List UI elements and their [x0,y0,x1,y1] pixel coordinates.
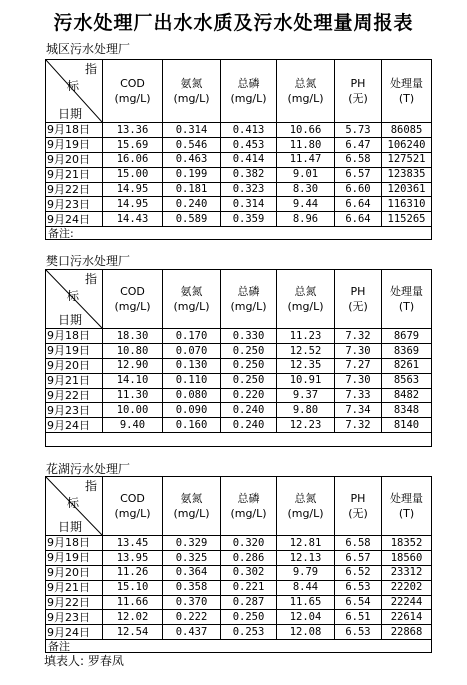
diag-label-bottom: 日期 [58,520,83,534]
value-cell: 6.64 [335,197,382,212]
value-cell: 0.370 [163,595,221,610]
column-unit: (无) [348,300,368,313]
value-cell: 6.47 [335,137,382,152]
filler-name: 填表人: 罗春凤 [44,654,124,668]
value-cell: 0.546 [163,137,221,152]
value-cell: 6.51 [335,610,382,625]
table-row [46,565,432,580]
value-cell: 23312 [382,565,432,580]
header-row [46,477,432,536]
column-name: PH [350,285,366,298]
section-label: 樊口污水处理厂 [46,254,131,268]
value-cell: 0.358 [163,580,221,595]
value-cell: 6.53 [335,580,382,595]
value-cell: 0.221 [221,580,277,595]
report-title: 污水处理厂出水水质及污水处理量周报表 [53,12,414,34]
date-cell: 9月18日 [46,123,103,138]
value-cell: 5.73 [335,123,382,138]
value-cell: 8348 [382,403,432,418]
value-cell: 12.35 [277,358,335,373]
column-header [335,270,382,329]
date-cell: 9月24日 [46,625,103,640]
note-cell [46,433,432,447]
value-cell: 8.96 [277,212,335,227]
value-cell: 0.170 [163,329,221,344]
value-cell: 6.52 [335,565,382,580]
value-cell: 0.382 [221,167,277,182]
value-cell: 10.91 [277,373,335,388]
value-cell: 0.323 [221,182,277,197]
column-header [163,477,221,536]
water-quality-table [45,59,432,240]
value-cell: 0.359 [221,212,277,227]
value-cell: 8482 [382,388,432,403]
value-cell: 8563 [382,373,432,388]
table-row [46,123,432,138]
value-cell: 0.220 [221,388,277,403]
column-name: 总磷 [237,285,260,298]
column-unit: (mg/L) [230,507,267,520]
column-name: COD [120,492,145,505]
column-name: 处理量 [390,285,423,298]
value-cell: 86085 [382,123,432,138]
value-cell: 14.43 [103,212,163,227]
value-cell: 11.47 [277,152,335,167]
value-cell: 9.79 [277,565,335,580]
date-cell: 9月22日 [46,388,103,403]
value-cell: 6.53 [335,625,382,640]
column-header [277,270,335,329]
value-cell: 120361 [382,182,432,197]
value-cell: 6.54 [335,595,382,610]
header-row [46,60,432,123]
value-cell: 11.80 [277,137,335,152]
value-cell: 15.69 [103,137,163,152]
value-cell: 0.437 [163,625,221,640]
diagonal-header-cell [46,477,103,536]
value-cell: 7.27 [335,358,382,373]
value-cell: 13.45 [103,536,163,551]
column-unit: (mg/L) [173,300,210,313]
value-cell: 10.80 [103,343,163,358]
value-cell: 11.66 [103,595,163,610]
value-cell: 22202 [382,580,432,595]
diag-label-top: 指 [84,479,97,493]
column-name: 处理量 [390,492,423,505]
column-name: 处理量 [390,77,423,90]
diag-label-bottom: 日期 [58,107,83,121]
value-cell: 0.181 [163,182,221,197]
table-row [46,182,432,197]
value-cell: 9.40 [103,418,163,433]
column-unit: (mg/L) [287,507,324,520]
value-cell: 0.320 [221,536,277,551]
column-unit: (mg/L) [230,92,267,105]
column-header [163,60,221,123]
value-cell: 18.30 [103,329,163,344]
value-cell: 0.253 [221,625,277,640]
value-cell: 13.36 [103,123,163,138]
value-cell: 0.463 [163,152,221,167]
column-unit: (T) [398,507,415,520]
value-cell: 8679 [382,329,432,344]
value-cell: 0.302 [221,565,277,580]
value-cell: 11.65 [277,595,335,610]
value-cell: 7.30 [335,373,382,388]
value-cell: 0.314 [221,197,277,212]
table-row [46,167,432,182]
value-cell: 0.330 [221,329,277,344]
diag-label-mid: 标 [67,289,80,303]
column-unit: (mg/L) [114,300,151,313]
column-header [382,270,432,329]
value-cell: 6.57 [335,550,382,565]
column-header [335,60,382,123]
value-cell: 0.287 [221,595,277,610]
value-cell: 6.60 [335,182,382,197]
column-unit: (mg/L) [230,300,267,313]
diag-label-top: 指 [84,62,97,76]
column-header [221,60,277,123]
note-cell: 备注: [46,227,432,240]
value-cell: 0.453 [221,137,277,152]
value-cell: 0.240 [221,403,277,418]
date-cell: 9月24日 [46,418,103,433]
value-cell: 0.080 [163,388,221,403]
date-cell: 9月18日 [46,329,103,344]
table-row [46,610,432,625]
value-cell: 0.413 [221,123,277,138]
table-row [46,212,432,227]
column-name: PH [350,492,366,505]
diag-label-top: 指 [84,272,97,286]
value-cell: 0.589 [163,212,221,227]
value-cell: 0.110 [163,373,221,388]
column-name: PH [350,77,366,90]
column-header [103,270,163,329]
date-cell: 9月23日 [46,197,103,212]
value-cell: 0.286 [221,550,277,565]
value-cell: 6.64 [335,212,382,227]
value-cell: 14.95 [103,182,163,197]
column-name: 总磷 [237,492,260,505]
value-cell: 12.02 [103,610,163,625]
section-label: 花湖污水处理厂 [46,462,131,476]
table-row [46,550,432,565]
note-row [46,640,432,653]
date-cell: 9月20日 [46,152,103,167]
date-cell: 9月18日 [46,536,103,551]
value-cell: 0.070 [163,343,221,358]
value-cell: 0.240 [221,418,277,433]
value-cell: 0.250 [221,358,277,373]
value-cell: 0.329 [163,536,221,551]
column-name: COD [120,77,145,90]
column-header [103,477,163,536]
value-cell: 0.364 [163,565,221,580]
value-cell: 7.30 [335,343,382,358]
table-row [46,373,432,388]
diag-label-mid: 标 [67,79,80,93]
value-cell: 7.32 [335,418,382,433]
value-cell: 115265 [382,212,432,227]
value-cell: 15.10 [103,580,163,595]
value-cell: 8369 [382,343,432,358]
value-cell: 9.37 [277,388,335,403]
header-row [46,270,432,329]
table-row [46,358,432,373]
value-cell: 12.08 [277,625,335,640]
column-header [382,477,432,536]
column-name: 氨氮 [180,492,203,505]
value-cell: 10.66 [277,123,335,138]
table-row [46,329,432,344]
note-row [46,433,432,447]
date-cell: 9月21日 [46,167,103,182]
date-cell: 9月19日 [46,550,103,565]
section-label: 城区污水处理厂 [46,42,131,56]
value-cell: 0.250 [221,373,277,388]
table-row [46,625,432,640]
value-cell: 9.01 [277,167,335,182]
date-cell: 9月22日 [46,595,103,610]
value-cell: 9.44 [277,197,335,212]
table-row [46,388,432,403]
table-row [46,152,432,167]
date-cell: 9月23日 [46,403,103,418]
table-row [46,343,432,358]
date-cell: 9月19日 [46,343,103,358]
note-cell: 备注 [46,640,432,653]
value-cell: 116310 [382,197,432,212]
value-cell: 11.23 [277,329,335,344]
value-cell: 7.32 [335,329,382,344]
value-cell: 11.30 [103,388,163,403]
note-row [46,227,432,240]
value-cell: 13.95 [103,550,163,565]
column-unit: (mg/L) [173,92,210,105]
value-cell: 7.34 [335,403,382,418]
column-header [277,477,335,536]
date-cell: 9月21日 [46,580,103,595]
table-row [46,595,432,610]
value-cell: 22614 [382,610,432,625]
column-header [277,60,335,123]
value-cell: 6.58 [335,536,382,551]
value-cell: 0.314 [163,123,221,138]
value-cell: 22244 [382,595,432,610]
column-unit: (mg/L) [287,92,324,105]
value-cell: 0.222 [163,610,221,625]
column-unit: (mg/L) [114,92,151,105]
value-cell: 12.54 [103,625,163,640]
column-name: 总氮 [294,285,317,298]
column-unit: (无) [348,507,368,520]
value-cell: 123835 [382,167,432,182]
value-cell: 0.160 [163,418,221,433]
column-header [163,270,221,329]
diagonal-header-cell [46,60,103,123]
column-header [221,477,277,536]
date-cell: 9月20日 [46,565,103,580]
column-name: 总磷 [237,77,260,90]
column-unit: (T) [398,92,415,105]
value-cell: 8.30 [277,182,335,197]
table-row [46,418,432,433]
column-unit: (mg/L) [287,300,324,313]
column-name: COD [120,285,145,298]
date-cell: 9月20日 [46,358,103,373]
column-header [335,477,382,536]
value-cell: 7.33 [335,388,382,403]
value-cell: 127521 [382,152,432,167]
diag-label-mid: 标 [67,496,80,510]
column-unit: (mg/L) [114,507,151,520]
value-cell: 11.26 [103,565,163,580]
value-cell: 12.81 [277,536,335,551]
value-cell: 14.10 [103,373,163,388]
column-unit: (mg/L) [173,507,210,520]
column-name: 总氮 [294,77,317,90]
column-unit: (T) [398,300,415,313]
value-cell: 12.23 [277,418,335,433]
date-cell: 9月24日 [46,212,103,227]
value-cell: 22868 [382,625,432,640]
column-header [221,270,277,329]
value-cell: 10.00 [103,403,163,418]
value-cell: 12.52 [277,343,335,358]
value-cell: 12.04 [277,610,335,625]
table-row [46,536,432,551]
value-cell: 16.06 [103,152,163,167]
date-cell: 9月21日 [46,373,103,388]
column-name: 氨氮 [180,285,203,298]
table-row [46,137,432,152]
value-cell: 8.44 [277,580,335,595]
column-header [103,60,163,123]
date-cell: 9月22日 [46,182,103,197]
value-cell: 6.57 [335,167,382,182]
column-header [382,60,432,123]
value-cell: 15.00 [103,167,163,182]
value-cell: 18560 [382,550,432,565]
value-cell: 0.250 [221,610,277,625]
value-cell: 12.13 [277,550,335,565]
column-name: 总氮 [294,492,317,505]
water-quality-table [45,476,432,653]
date-cell: 9月19日 [46,137,103,152]
value-cell: 8261 [382,358,432,373]
column-unit: (无) [348,92,368,105]
table-row [46,403,432,418]
value-cell: 12.90 [103,358,163,373]
value-cell: 0.130 [163,358,221,373]
diagonal-header-cell [46,270,103,329]
diag-label-bottom: 日期 [58,313,83,327]
table-row [46,197,432,212]
value-cell: 14.95 [103,197,163,212]
date-cell: 9月23日 [46,610,103,625]
value-cell: 0.414 [221,152,277,167]
value-cell: 106240 [382,137,432,152]
value-cell: 8140 [382,418,432,433]
water-quality-table [45,269,432,447]
value-cell: 9.80 [277,403,335,418]
value-cell: 0.250 [221,343,277,358]
value-cell: 18352 [382,536,432,551]
table-row [46,580,432,595]
value-cell: 0.325 [163,550,221,565]
value-cell: 6.58 [335,152,382,167]
value-cell: 0.240 [163,197,221,212]
value-cell: 0.199 [163,167,221,182]
column-name: 氨氮 [180,77,203,90]
value-cell: 0.090 [163,403,221,418]
